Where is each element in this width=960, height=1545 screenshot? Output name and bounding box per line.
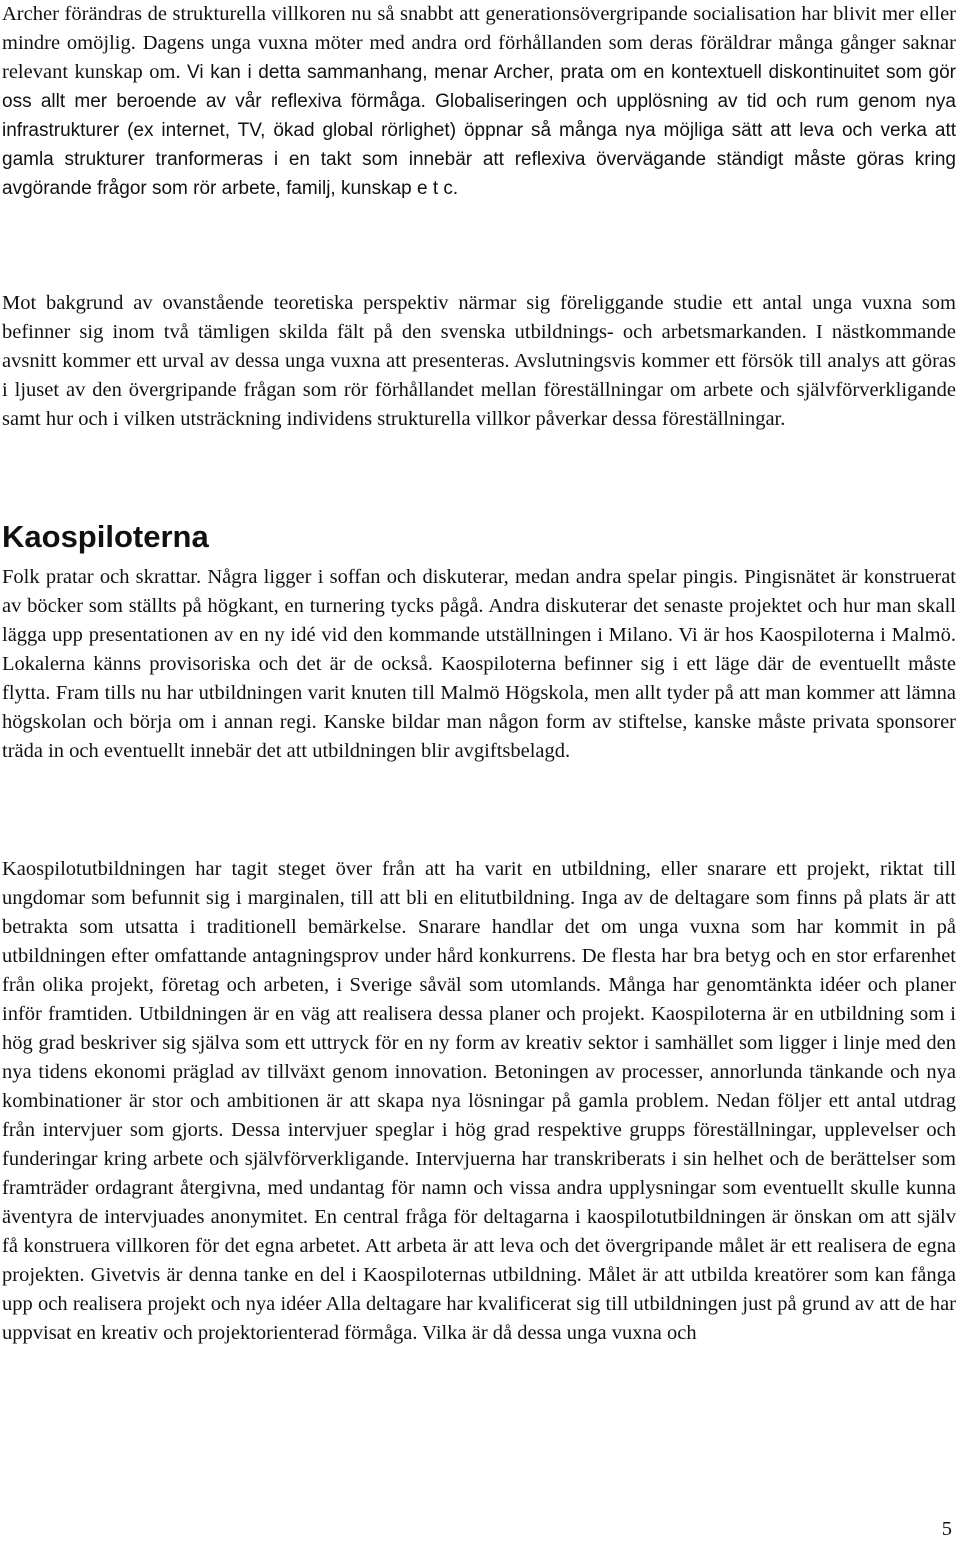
section-heading-kaospiloterna: Kaospiloterna [2, 519, 209, 554]
paragraph-archer-part-b: Vi kan i detta sammanhang, menar Archer, prata om en kontextuell diskontinuitet som gör oss allt mer beroende av vår reflexiva förmåga. Globaliseringen och upplösning av tid och rum genom nya infrastrukturer (ex internet, TV, ökad global rörlighet) öppnar så många nya möjliga sätt att leva och verka att gamla strukturer tranformeras i en takt som innebär att reflexiva övervägande ständigt måste göras kring avgörande frågor som rör arbete, familj, kunskap e t c. [2, 62, 956, 199]
paragraph-theoretical-perspective: Mot bakgrund av ovanstående teoretiska perspektiv närmar sig föreliggande studie ett antal unga vuxna som befinner sig inom två tämligen skilda fält på den svenska utbildnings- och arbetsmarkanden. I nästkommande avsnitt kommer ett urval av dessa unga vuxna att presenteras. Avslutningsvis kommer ett försök till analys att göras i ljuset av den övergripande frågan som rör förhållandet mellan föreställningar om arbete och självförverkligande samt hur och i vilken utsträckning individens strukturella villkor påverkar dessa föreställningar. [2, 292, 956, 430]
paragraph-scene-description: Folk pratar och skrattar. Några ligger i soffan och diskuterar, medan andra spelar pingis. Pingisnätet är konstruerat av böcker som ställts på högkant, en turnering tycks pågå. Andra diskuterar det senaste projektet och hur man skall lägga upp presentationen av en ny idé vid den kommande utställningen i Milano. Vi är hos Kaospiloterna i Malmö. Lokalerna känns provisoriska och det är de också. Kaospiloterna befinner sig i ett läge där de eventuellt måste flytta. Fram tills nu har utbildningen varit knuten till Malmö Högskola, men allt tyder på att man kommer att lämna högskolan och börja om i annan regi. Kanske bildar man någon form av stiftelse, kanske måste privata sponsorer träda in och eventuellt innebär det att utbildningen blir avgiftsbelagd. [2, 566, 956, 762]
paragraph-kaospilot-education: Kaospilotutbildningen har tagit steget över från att ha varit en utbildning, eller snarare ett projekt, riktat till ungdomar som befunnit sig i marginalen, till att bli en elitutbildning. Inga av de deltagare som finns på plats är att betrakta som utsatta i traditionell bemärkelse. Snarare handlar det om unga vuxna som har kommit in på utbildningen efter omfattande antagningsprov under hård konkurrens. De flesta har bra betyg och en stor erfarenhet från olika projekt, företag och arbeten, i Sverige såväl som utomlands. Många har genomtänkta idéer och planer inför framtiden. Utbildningen är en väg att realisera dessa planer och projekt. Kaospiloterna är en utbildning som i hög grad beskriver sig själva som ett uttryck för en ny form av kreativ sektor i samhället som ligger i linje med den nya tidens ekonomi präglad av tillväxt genom innovation. Betoningen av processer, annorlunda tänkande och nya kombinationer är stor och ambitionen är att skapa nya lösningar på gamla problem. Nedan följer ett antal utdrag från intervjuer som gjorts. Dessa intervjuer speglar i hög grad respektive grupps föreställningar, upplevelser och funderingar kring arbete och självförverkligande. Intervjuerna har transkriberats i sin helhet och de berättelser som framträder ordagrant återgivna, med undantag för namn och vissa andra upplysningar som eventuellt skulle kunna äventyra de intervjuades anonymitet. En central fråga för deltagarna i kaospilotutbildningen är önskan om att själv få konstruera villkoren för det egna arbetet. Att arbeta är att leva och det övergripande målet är ett realisera de egna projekten. Givetvis är denna tanke en del i Kaospiloternas utbildning. Målet är att utbilda kreatörer som kan fånga upp och realisera projekt och nya idéer Alla deltagare har kvalificerat sig till utbildningen just på grund av att de har uppvisat en kreativ och projektorienterad förmåga. Vilka är då dessa unga vuxna och [2, 858, 956, 1344]
paragraph-archer-part-a: Archer förändras de strukturella villkoren nu så snabbt att generationsövergripande socialisation har blivit mer eller mindre omöjlig. Dagens unga vuxna möter med andra ord förhållanden som deras föräldrar många gånger saknar relevant kunskap om. [2, 3, 956, 83]
page-number: 5 [941, 1518, 952, 1540]
paragraph-archer [2, 0, 956, 203]
